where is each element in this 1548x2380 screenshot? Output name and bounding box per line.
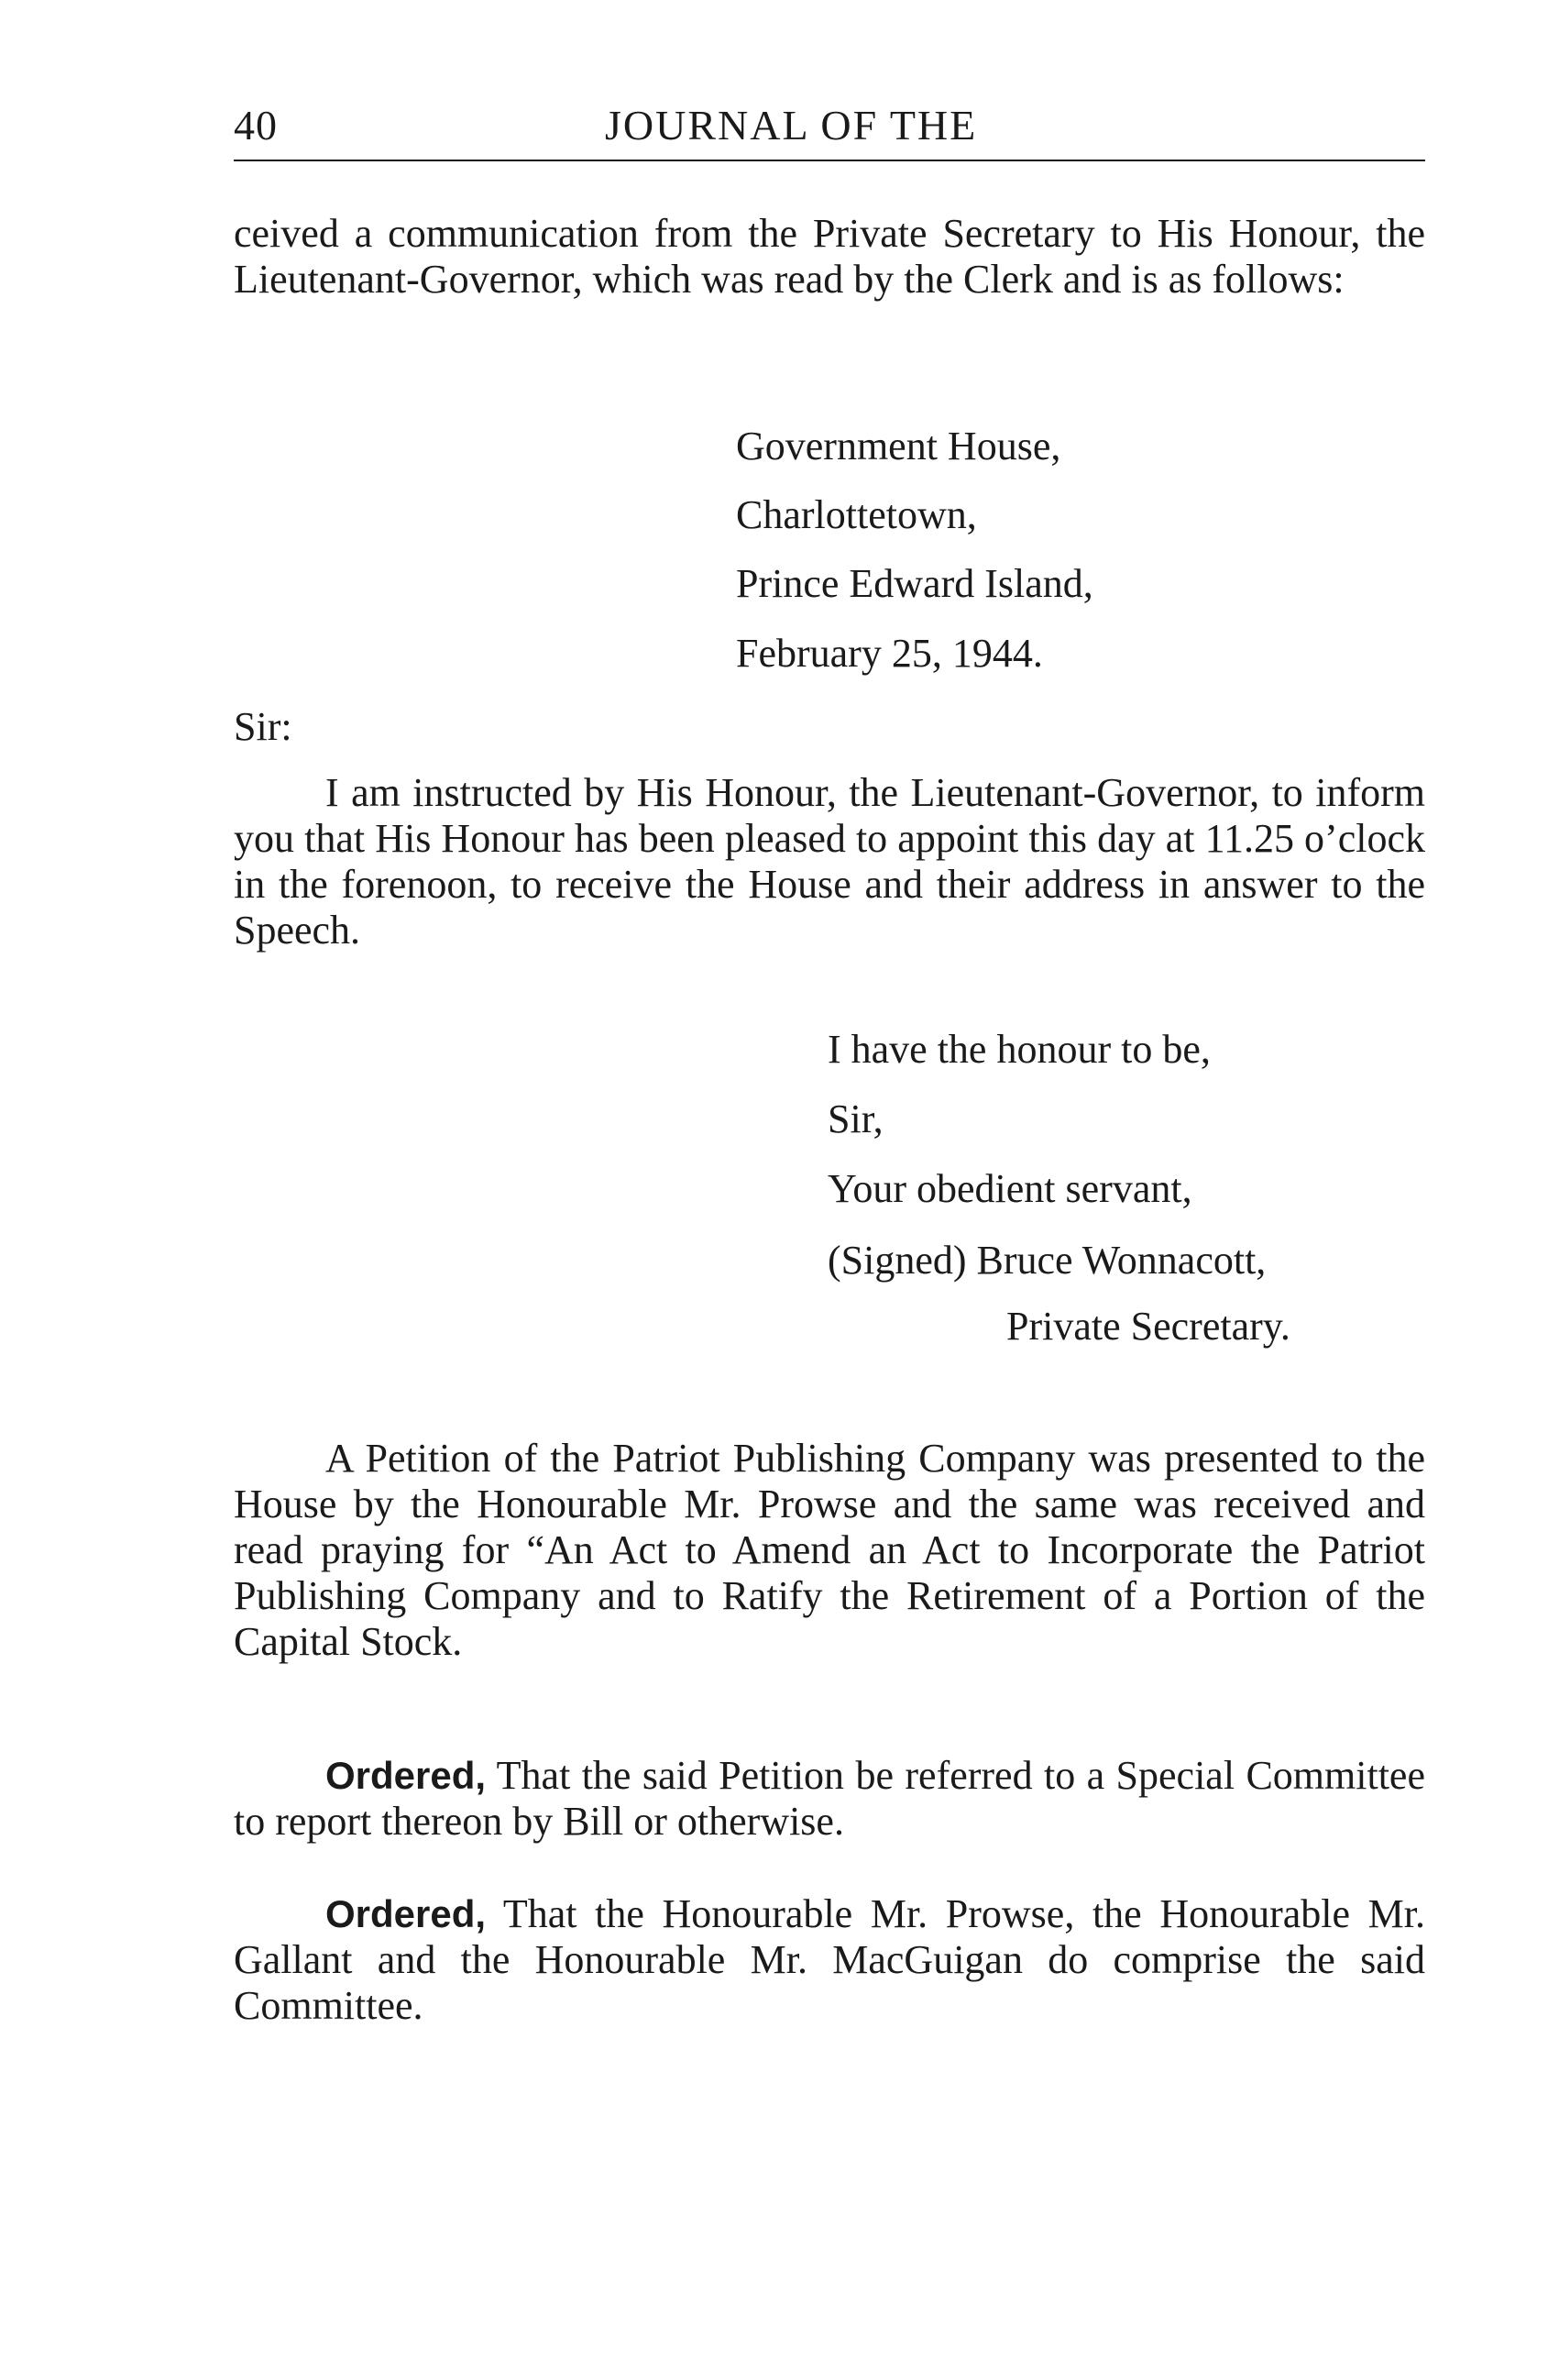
order-lead-2: Ordered, (325, 1892, 487, 1935)
page-header (234, 101, 1425, 156)
order-text-1: That the said Petition be referred to a Special Committee to report thereon by Bill or otherwise. (234, 1753, 1425, 1844)
order-paragraph-2 (234, 1891, 1425, 2029)
page-number: 40 (234, 102, 278, 149)
address-line-2: Charlottetown, (736, 492, 977, 537)
letter-salutation: Sir: (234, 704, 292, 749)
order-text-2: That the Honourable Mr. Prowse, the Honourable Mr. Gallant and the Honourable Mr. MacGuigan do comprise the said Committee. (234, 1891, 1425, 2028)
petition-paragraph: A Petition of the Patriot Publishing Company was presented to the House by the Honourable Mr. Prowse and the same was received and read praying for “An Act to Amend an Act to Incorporate the Patriot Publishing Company and to Ratify the Retirement of a Portion of the Capital Stock. (234, 1436, 1425, 1664)
running-head: JOURNAL OF THE (605, 102, 978, 149)
closing-line-1: I have the honour to be, (828, 1027, 1211, 1072)
address-line-1: Government House, (736, 424, 1061, 468)
intro-paragraph: ceived a communication from the Private Secretary to His Honour, the Lieutenant-Governor, which was read by the Clerk and is as follows: (234, 211, 1425, 302)
order-paragraph-1 (234, 1753, 1425, 1845)
address-line-3: Prince Edward Island, (736, 561, 1093, 606)
header-rule (234, 160, 1425, 161)
signature-line: (Signed) Bruce Wonnacott, (828, 1238, 1267, 1283)
address-date: February 25, 1944. (736, 631, 1043, 676)
closing-line-3: Your obedient servant, (828, 1166, 1192, 1211)
letter-body: I am instructed by His Honour, the Lieutenant-Governor, to inform you that His Honour has been pleased to appoint this day at 11.25 o’clock in the forenoon, to receive the House and their address in answer to the Speech. (234, 770, 1425, 953)
signer-title: Private Secretary. (1006, 1304, 1290, 1349)
closing-line-2: Sir, (828, 1096, 884, 1141)
order-lead-1: Ordered, (325, 1754, 487, 1797)
